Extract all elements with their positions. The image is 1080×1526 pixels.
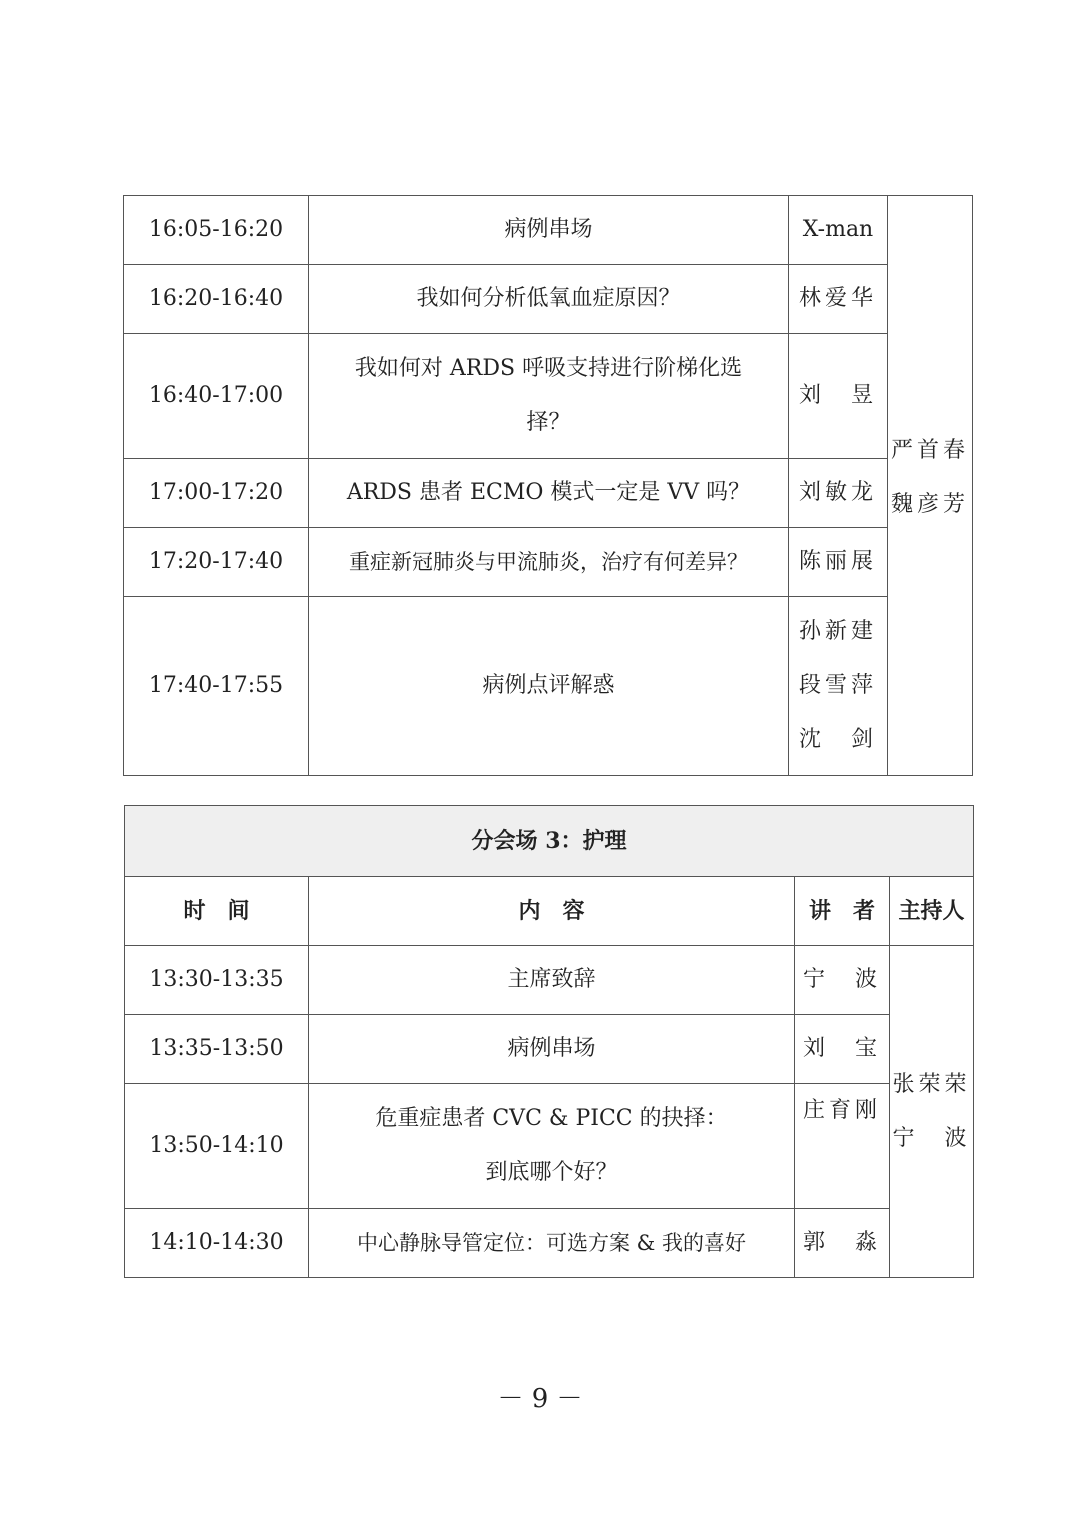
header-host: 主持人 [890, 877, 974, 946]
host-name: 张荣荣 [892, 1071, 971, 1097]
speaker-cell: 宁 波 [795, 946, 890, 1015]
host-cell [888, 196, 973, 776]
speaker-cell: 刘 昱 [789, 334, 888, 459]
schedule-table-2 [124, 805, 974, 1278]
content-cell [309, 1084, 795, 1209]
table-row [124, 528, 973, 597]
session-title-row [125, 806, 974, 877]
host-name: 魏彦芳 [890, 492, 969, 517]
speaker-cell: 陈丽展 [789, 528, 888, 597]
content-cell: 我如何分析低氧血症原因？ [309, 265, 789, 334]
host-cell [890, 946, 974, 1278]
time-cell: 13:50-14:10 [125, 1084, 309, 1209]
speaker-cell [789, 597, 888, 776]
header-content: 内 容 [309, 877, 795, 946]
content-cell: 病例串场 [309, 196, 789, 265]
table-row [125, 1084, 974, 1209]
schedule-table-1 [123, 195, 973, 776]
host-name: 宁 波 [892, 1125, 971, 1151]
speaker-cell: 林爱华 [789, 265, 888, 334]
table-row [124, 265, 973, 334]
content-cell: 病例串场 [309, 1015, 795, 1084]
speaker-cell: 庄育刚 [795, 1084, 890, 1209]
time-cell: 16:20-16:40 [124, 265, 309, 334]
header-time: 时 间 [125, 877, 309, 946]
table-row [125, 1015, 974, 1084]
speaker-name: 沈 剑 [798, 727, 877, 752]
time-cell: 16:05-16:20 [124, 196, 309, 265]
time-cell: 16:40-17:00 [124, 334, 309, 459]
header-speaker: 讲 者 [795, 877, 890, 946]
content-cell: ARDS 患者 ECMO 模式一定是 VV 吗？ [309, 459, 789, 528]
content-line: 我如何对 ARDS 呼吸支持进行阶梯化选 [354, 356, 743, 381]
content-line: 到底哪个好？ [485, 1160, 618, 1185]
time-cell: 13:30-13:35 [125, 946, 309, 1015]
time-cell: 17:20-17:40 [124, 528, 309, 597]
speaker-cell: 刘 宝 [795, 1015, 890, 1084]
content-line: 择？ [526, 410, 571, 435]
content-cell: 病例点评解惑 [309, 597, 789, 776]
time-cell: 17:00-17:20 [124, 459, 309, 528]
time-cell: 14:10-14:30 [125, 1209, 309, 1278]
session-title: 分会场 3：护理 [125, 806, 974, 877]
speaker-name: 段雪萍 [798, 673, 877, 698]
content-line: 危重症患者 CVC & PICC 的抉择： [375, 1106, 728, 1131]
host-name: 严首春 [890, 438, 969, 463]
time-cell: 13:35-13:50 [125, 1015, 309, 1084]
content-cell [309, 334, 789, 459]
table-row [124, 196, 973, 265]
table-row [124, 334, 973, 459]
table-row [124, 459, 973, 528]
speaker-cell: X-man [789, 196, 888, 265]
speaker-cell: 郭 淼 [795, 1209, 890, 1278]
table-row [125, 1209, 974, 1278]
header-row [125, 877, 974, 946]
content-cell: 重症新冠肺炎与甲流肺炎，治疗有何差异？ [309, 528, 789, 597]
table-row [124, 597, 973, 776]
page-number: － 9 － [497, 1384, 583, 1414]
speaker-cell: 刘敏龙 [789, 459, 888, 528]
speaker-name: 孙新建 [798, 619, 877, 644]
table-row [125, 946, 974, 1015]
content-cell: 主席致辞 [309, 946, 795, 1015]
content-cell: 中心静脉导管定位：可选方案 & 我的喜好 [309, 1209, 795, 1278]
time-cell: 17:40-17:55 [124, 597, 309, 776]
